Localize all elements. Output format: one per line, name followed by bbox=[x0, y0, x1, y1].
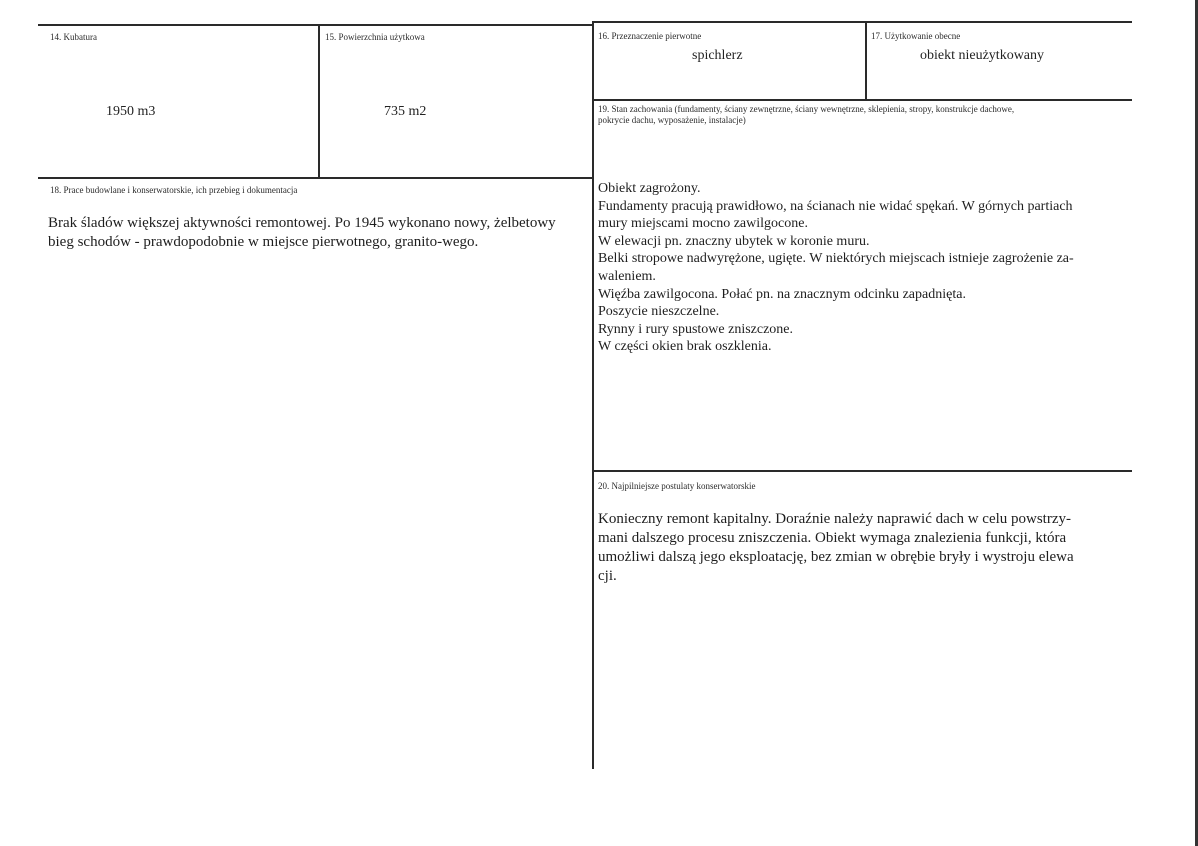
divider-16-19 bbox=[594, 99, 1132, 101]
field-19-line: Rynny i rury spustowe zniszczone. bbox=[598, 321, 794, 337]
field-19-line: W części okien brak oszklenia. bbox=[598, 339, 772, 355]
field-20-line: cji. bbox=[598, 568, 617, 584]
center-divider bbox=[592, 21, 594, 769]
field-16-label: 16. Przeznaczenie pierwotne bbox=[598, 31, 702, 41]
top-border-right bbox=[594, 21, 1132, 23]
field-16-value: spichlerz bbox=[692, 48, 743, 63]
field-19-text bbox=[598, 180, 1074, 356]
top-border-left bbox=[38, 24, 594, 26]
divider-15-18 bbox=[38, 177, 594, 179]
field-20-line: mani dalszego procesu zniszczenia. Obiekt wymaga znalezienia funkcji, która bbox=[598, 530, 1067, 546]
field-20-label: 20. Najpilniejsze postulaty konserwatorskie bbox=[598, 481, 756, 491]
field-19-line: Więźba zawilgocona. Połać pn. na znacznym odcinku zapadnięta. bbox=[598, 286, 966, 302]
field-19-line: Fundamenty pracują prawidłowo, na ścianach nie widać spękań. W górnych partiach bbox=[598, 198, 1073, 214]
field-19-line: W elewacji pn. znaczny ubytek w koronie muru. bbox=[598, 233, 870, 249]
field-19-line: Poszycie nieszczelne. bbox=[598, 304, 720, 320]
field-18-text: Brak śladów większej aktywności remontowej. Po 1945 wykonano nowy, żelbetowy bieg schodów - prawdopodobnie w miejsce pierwotnego, granito-wego. bbox=[48, 215, 556, 250]
field-19-line: waleniem. bbox=[598, 268, 656, 284]
field-14-label: 14. Kubatura bbox=[50, 32, 97, 42]
divider-19-20 bbox=[594, 470, 1132, 472]
field-19-line: Obiekt zagrożony. bbox=[598, 181, 701, 196]
field-18-label: 18. Prace budowlane i konserwatorskie, ich przebieg i dokumentacja bbox=[50, 185, 298, 195]
divider-14-15 bbox=[318, 24, 320, 178]
field-15-value: 735 m2 bbox=[384, 104, 427, 119]
field-14-value: 1950 m3 bbox=[106, 104, 156, 119]
field-17-label: 17. Użytkowanie obecne bbox=[871, 31, 961, 41]
field-19-label: 19. Stan zachowania (fundamenty, ściany zewnętrzne, ściany wewnętrzne, sklepienia, stropy, konstrukcje dachowe, pokrycie dachu, wyposażenie, instalacje) bbox=[598, 104, 1015, 125]
field-17-value: obiekt nieużytkowany bbox=[920, 48, 1045, 63]
field-20-text bbox=[598, 510, 1074, 586]
field-19-line: mury miejscami mocno zawilgocone. bbox=[598, 216, 808, 232]
field-15-label: 15. Powierzchnia użytkowa bbox=[325, 32, 425, 42]
divider-16-17 bbox=[865, 21, 867, 99]
field-20-line: Konieczny remont kapitalny. Doraźnie należy naprawić dach w celu powstrzy- bbox=[598, 511, 1071, 527]
field-19-line: Belki stropowe nadwyrężone, ugięte. W niektórych miejscach istnieje zagrożenie za- bbox=[598, 251, 1074, 267]
field-20-line: umożliwi dalszą jego eksploatację, bez zmian w obrębie bryły i wystroju elewa bbox=[598, 549, 1074, 565]
